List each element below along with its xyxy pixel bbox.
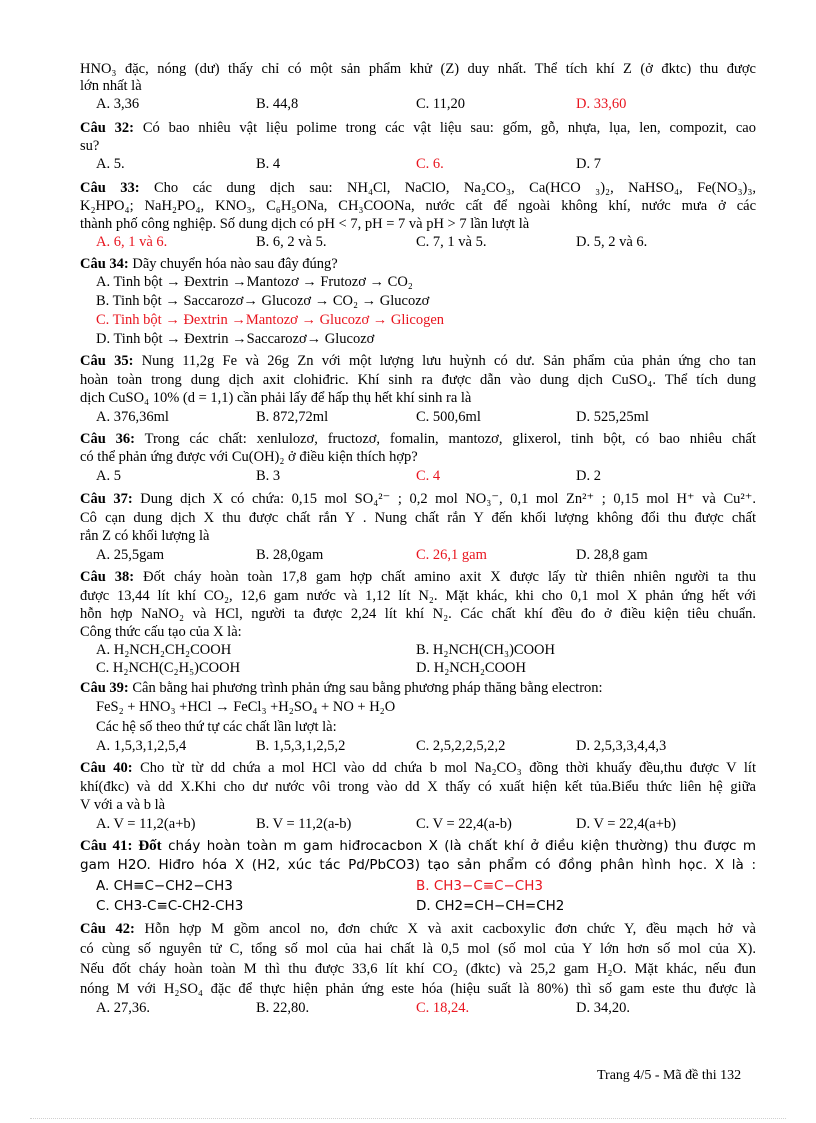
option-a: A. H₂NCH₂CH₂COOH <box>96 642 232 658</box>
q35-line-3: dịch CuSO₄ 10% (d = 1,1) cần phải lấy để hấp thụ hết khí sinh ra là <box>80 390 472 406</box>
q37-line-2: Cô cạn dung dịch X thu được chất rắn Y . Nung chất rắn Y đến khối lượng không đổi thu được chất <box>80 510 756 526</box>
q42-text-1: Hỗn hợp M gồm ancol no, đơn chức X và axit cacboxylic đơn chức Y, đều mạch hở và <box>144 921 756 937</box>
q39-options <box>96 737 756 755</box>
q38-options-row-1 <box>96 641 756 659</box>
q41-options-row-2 <box>96 897 756 915</box>
option-a-answer: A. 6, 1 và 6. <box>96 234 168 250</box>
option-c-answer: C. 6. <box>416 156 444 172</box>
option-d: D. 28,8 gam <box>576 547 648 563</box>
q42-line-2: có cùng số nguyên tử C, tổng số mol của hai chất là 0,5 mol (số mol của Y lớn hơn số mol của X). <box>80 941 756 957</box>
option-a: A. 1,5,3,1,2,5,4 <box>96 738 187 754</box>
option-b: B. H₂NCH(CH₃)COOH <box>416 642 556 658</box>
q37-options <box>96 546 756 564</box>
option-c: C. 7, 1 và 5. <box>416 234 487 250</box>
q36-options <box>96 467 756 485</box>
q35-number: Câu 35: <box>80 353 134 369</box>
q36-line-2: có thể phản ứng được với Cu(OH)₂ ở điều kiện thích hợp? <box>80 449 418 465</box>
option-b: B. 44,8 <box>256 96 299 112</box>
option-d: D. H₂NCH₂COOH <box>416 660 527 676</box>
option-c-answer: C. 26,1 gam <box>416 547 487 563</box>
q40-options <box>96 815 756 833</box>
intro-options <box>96 95 756 113</box>
q33-options <box>96 233 756 251</box>
q42-number: Câu 42: <box>80 921 135 937</box>
q34-option-b: B. Tinh bột → Saccarozơ→ Glucozơ → CO₂ → Glucozơ <box>96 293 430 309</box>
q32-line-2: su? <box>80 138 100 154</box>
option-a: A. 3,36 <box>96 96 140 112</box>
option-c-answer: C. 18,24. <box>416 1000 470 1016</box>
option-b: B. V = 11,2(a-b) <box>256 816 352 832</box>
option-b: B. 872,72ml <box>256 409 329 425</box>
q34-number: Câu 34: <box>80 256 129 272</box>
q42-line-3: Nếu đốt cháy hoàn toàn M thì thu được 33,6 lít khí CO₂ (đktc) và 25,2 gam H₂O. Mặt khác, nếu đun <box>80 961 756 977</box>
q37-line-1 <box>80 490 756 508</box>
q41-line-2: gam H2O. Hiđro hóa X (H2, xúc tác Pd/PbCO3) tạo sản phẩm có đồng phân hình học. X là : <box>80 857 756 873</box>
q33-number: Câu 33: <box>80 180 140 196</box>
option-b: B. 4 <box>256 156 281 172</box>
option-c: C. V = 22,4(a-b) <box>416 816 512 832</box>
q35-line-1 <box>80 352 756 370</box>
q33-text-1: Cho các dung dịch sau: NH₄Cl, NaClO, Na₂CO₃, Ca(HCO ₃)₂, NaHSO₄, Fe(NO₃)₃, <box>154 180 757 196</box>
q38-options-row-2 <box>96 659 756 677</box>
q37-number: Câu 37: <box>80 491 133 507</box>
q38-line-2: được 13,44 lít khí CO₂, 12,6 gam nước và 1,12 lít N₂. Mặt khác, khi cho 0,1 mol X phản ứng hết với <box>80 588 756 604</box>
option-c: C. 500,6ml <box>416 409 481 425</box>
option-c: C. 2,5,2,2,5,2,2 <box>416 738 506 754</box>
option-b-answer: B. CH3−C≡C−CH3 <box>416 878 543 894</box>
option-c: C. H₂NCH(C₂H₅)COOH <box>96 660 241 676</box>
page-footer: Trang 4/5 - Mã đề thi 132 <box>597 1068 742 1083</box>
q38-text-1: Đốt cháy hoàn toàn 17,8 gam hợp chất amino axit X được lấy từ thiên nhiên người ta thu <box>143 569 756 585</box>
q33-line-1 <box>80 179 756 197</box>
q39-line-1 <box>80 679 756 697</box>
q38-line-1 <box>80 568 756 586</box>
intro-line-1: HNO₃ đặc, nóng (dư) thấy chỉ có một sản phẩm khử (Z) duy nhất. Thể tích khí Z (ở đktc) thu được <box>80 61 756 77</box>
option-a: A. 376,36ml <box>96 409 169 425</box>
q40-line-2: khí(đkc) và dd X.Khi cho dư nước vôi trong vào dd X thấy có xuất hiện kết tủa.Biểu thức liên hệ giữa <box>80 779 756 795</box>
q35-line-2: hoàn toàn trong dung dịch axit clohiđric. Khí sinh ra được dẫn vào dung dịch CuSO₄. Thể tích dung <box>80 372 756 388</box>
option-d: D. CH2=CH−CH=CH2 <box>416 898 565 914</box>
q41-options-row-1 <box>96 877 756 895</box>
option-d: D. 5, 2 và 6. <box>576 234 648 250</box>
q40-line-3: V với a và b là <box>80 797 166 813</box>
q34-option-d: D. Tinh bột → Đextrin →Saccarozơ→ Glucozơ <box>96 331 375 347</box>
q32-options <box>96 155 756 173</box>
intro-line-2: lớn nhất là <box>80 78 142 94</box>
q35-options <box>96 408 756 426</box>
q34-line-1 <box>80 255 756 273</box>
q33-line-2: K₂HPO₄; NaH₂PO₄, KNO₃, C₆H₅ONa, CH₃COONa, nước cất để ngoài không khí, nước mưa ở các <box>80 198 756 214</box>
q40-text-1: Cho từ từ dd chứa a mol HCl vào dd chứa b mol Na₂CO₃ đồng thời khuấy đều,thu được V lít <box>140 760 756 776</box>
q37-line-3: rắn Z có khối lượng là <box>80 528 210 544</box>
q38-number: Câu 38: <box>80 569 135 585</box>
option-c: C. CH3-C≡C-CH2-CH3 <box>96 898 244 914</box>
page-divider <box>30 1118 786 1119</box>
q37-text-1: Dung dịch X có chứa: 0,15 mol SO₄²⁻ ; 0,2 mol NO₃⁻, 0,1 mol Zn²⁺ ; 0,15 mol H⁺ và Cu²⁺. <box>140 491 756 507</box>
q39-equation: FeS₂ + HNO₃ +HCl → FeCl₃ +H₂SO₄ + NO + H₂O <box>96 699 396 715</box>
q33-line-3: thành phố công nghiệp. Số dung dịch có pH < 7, pH = 7 và pH > 7 lần lượt là <box>80 216 530 232</box>
q32-line-1 <box>80 119 756 137</box>
option-b: B. 6, 2 và 5. <box>256 234 327 250</box>
option-b: B. 1,5,3,1,2,5,2 <box>256 738 346 754</box>
option-a: A. 25,5gam <box>96 547 165 563</box>
q34-option-a: A. Tinh bột → Đextrin →Mantozơ → Frutozơ → CO₂ <box>96 274 413 290</box>
q41-text-1: cháy hoàn toàn m gam hiđrocacbon X (là chất khí ở điều kiện thường) thu được m <box>168 838 757 854</box>
q38-line-3: hỗn hợp NaNO₂ và HCl, người ta được 2,24 lít khí N₂. Các chất khí đều đo ở điều kiện tiêu chuẩn. <box>80 606 756 622</box>
q41-number: Câu 41: Đốt <box>80 838 162 854</box>
q36-line-1 <box>80 430 756 448</box>
q35-text-1: Nung 11,2g Fe và 26g Zn với một lượng lưu huỳnh có dư. Sản phẩm của phản ứng cho tan <box>141 353 757 369</box>
q36-number: Câu 36: <box>80 431 135 447</box>
q39-line-3: Các hệ số theo thứ tự các chất lần lượt là: <box>96 719 337 735</box>
q36-text-1: Trong các chất: xenlulozơ, fructozơ, fomalin, mantozơ, glixerol, tinh bột, có bao nhiêu chất <box>144 431 756 447</box>
option-d: D. 34,20. <box>576 1000 630 1016</box>
option-d: D. V = 22,4(a+b) <box>576 816 676 832</box>
q39-text-1: Cân bằng hai phương trình phản ứng sau bằng phương pháp thăng bằng electron: <box>132 680 603 696</box>
q34-option-c-answer: C. Tinh bột → Đextrin →Mantozơ → Glucozơ → Glicogen <box>96 312 445 328</box>
q38-line-4: Công thức cấu tạo của X là: <box>80 624 242 640</box>
option-c: C. 11,20 <box>416 96 466 112</box>
q42-line-4: nóng M với H₂SO₄ đặc để thực hiện phản ứng este hóa (hiệu suất là 80%) thì số gam este thu được là <box>80 981 756 997</box>
option-c-answer: C. 4 <box>416 468 441 484</box>
option-a: A. CH≡C−CH2−CH3 <box>96 878 233 894</box>
option-b: B. 28,0gam <box>256 547 324 563</box>
option-a: A. 27,36. <box>96 1000 150 1016</box>
option-a: A. 5 <box>96 468 121 484</box>
option-b: B. 3 <box>256 468 281 484</box>
q32-number: Câu 32: <box>80 120 134 136</box>
q40-line-1 <box>80 759 756 777</box>
q40-number: Câu 40: <box>80 760 133 776</box>
option-d-answer: D. 33,60 <box>576 96 627 112</box>
q32-text-1: Có bao nhiêu vật liệu polime trong các vật liệu sau: gốm, gỗ, nhựa, lụa, len, compozit, cao <box>142 120 756 136</box>
option-d: D. 2 <box>576 468 601 484</box>
q39-number: Câu 39: <box>80 680 129 696</box>
option-d: D. 2,5,3,3,4,4,3 <box>576 738 667 754</box>
option-a: A. V = 11,2(a+b) <box>96 816 196 832</box>
q34-text-1: Dãy chuyển hóa nào sau đây đúng? <box>132 256 338 272</box>
option-b: B. 22,80. <box>256 1000 310 1016</box>
option-d: D. 525,25ml <box>576 409 649 425</box>
q42-options <box>96 999 756 1017</box>
q41-line-1 <box>80 837 756 855</box>
option-a: A. 5. <box>96 156 125 172</box>
option-d: D. 7 <box>576 156 601 172</box>
q42-line-1 <box>80 920 756 938</box>
